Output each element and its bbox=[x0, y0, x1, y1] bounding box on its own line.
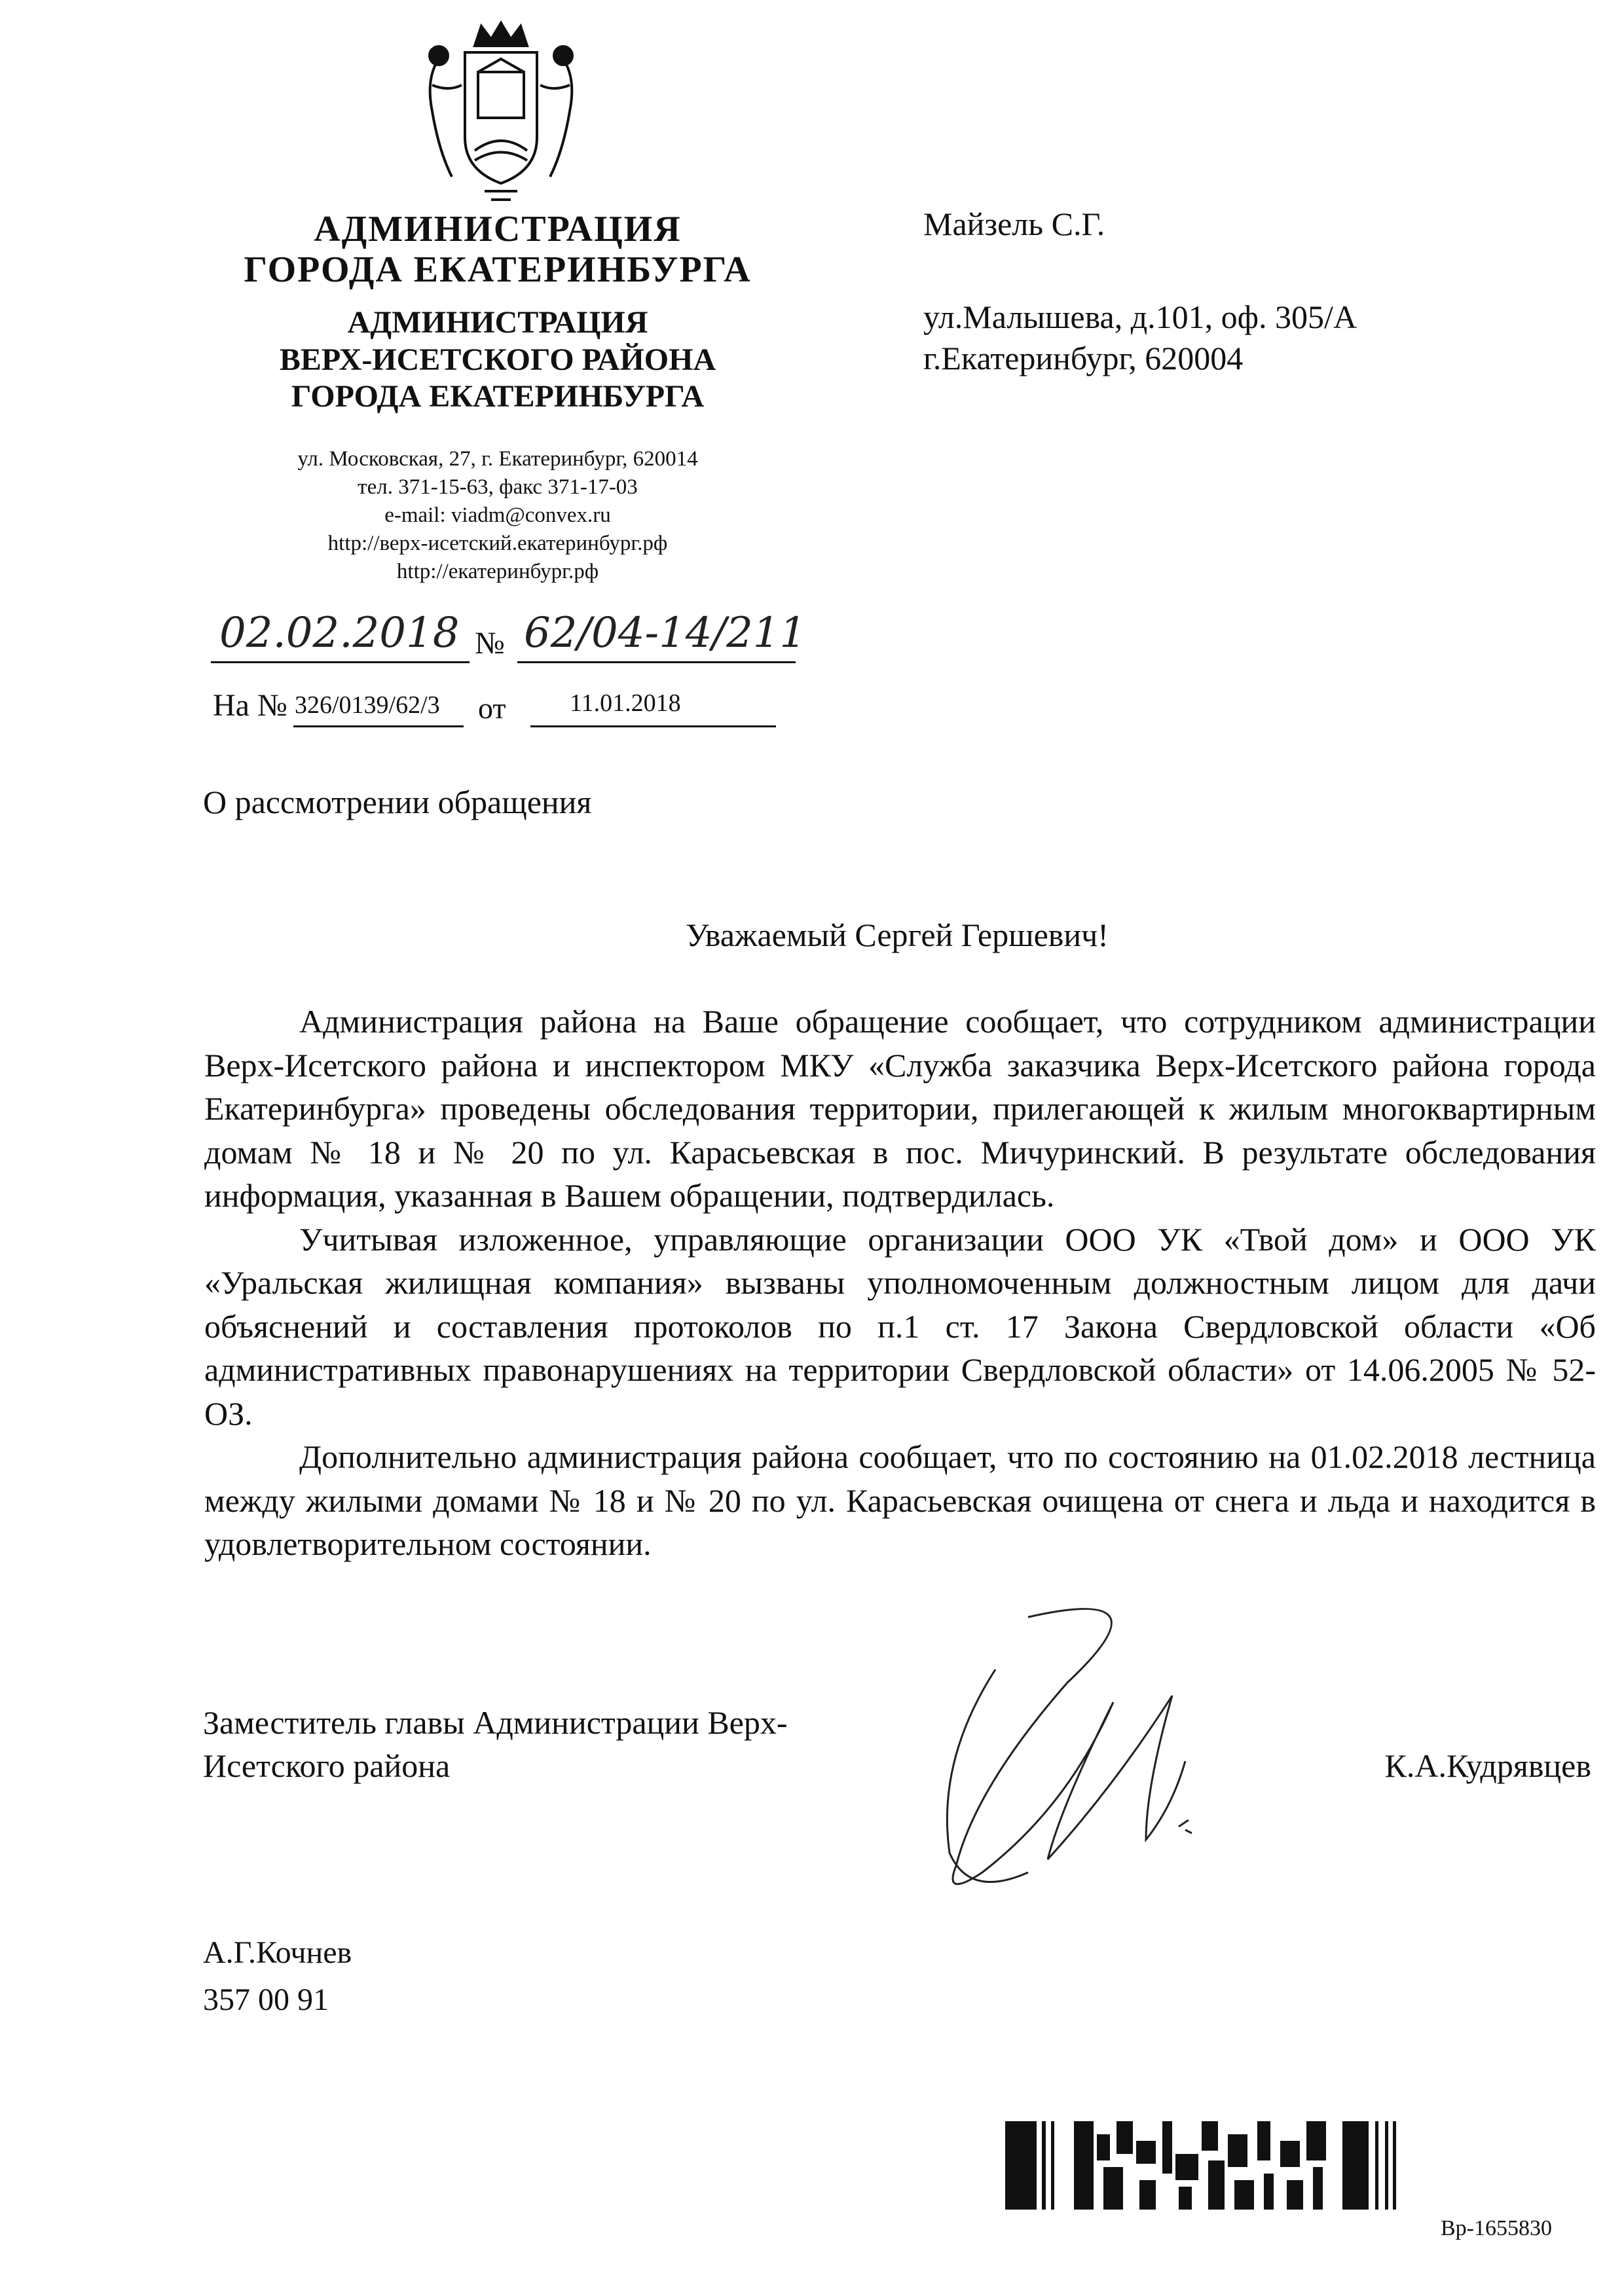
recipient-street: ул.Малышева, д.101, оф. 305/А bbox=[923, 299, 1357, 335]
org-phone: тел. 371-15-63, факс 371-17-03 bbox=[358, 475, 638, 499]
reply-prefix: На № bbox=[213, 688, 287, 723]
executor-name: А.Г.Кочнев bbox=[203, 1935, 352, 1970]
signatory-title-line1: Заместитель главы Администрации Верх- bbox=[203, 1704, 788, 1741]
dept-name-line2: ВЕРХ-ИСЕТСКОГО РАЙОНА bbox=[279, 342, 716, 377]
org-site-district: http://верх-исетский.екатеринбург.рф bbox=[327, 532, 668, 555]
org-name-line2: ГОРОДА ЕКАТЕРИНБУРГА bbox=[244, 249, 752, 290]
reply-date-underline bbox=[530, 725, 776, 727]
executor-phone: 357 00 91 bbox=[203, 1982, 329, 2017]
org-address: ул. Московская, 27, г. Екатеринбург, 620014 bbox=[297, 447, 698, 471]
number-underline bbox=[517, 661, 796, 663]
number-sign: № bbox=[475, 626, 505, 661]
reply-number: 326/0139/62/3 bbox=[295, 691, 440, 719]
dept-name-line3: ГОРОДА ЕКАТЕРИНБУРГА bbox=[291, 379, 705, 414]
recipient-city: г.Екатеринбург, 620004 bbox=[923, 340, 1244, 376]
dept-name-line1: АДМИНИСТРАЦИЯ bbox=[347, 305, 648, 340]
body-paragraph-1: Администрация района на Ваше обращение сообщает, что сотрудником администрации Верх-Исетского района и инспектором МКУ «Служба заказчика Верх-Исетского района города Екатеринбурга» проведены обследования территории, прилегающей к жилым многоквартирным домам № 18 и № 20 по ул. Карасьевская в пос. Мичуринский. В результате обследования информация, указанная в Вашем обращении, подтвердилась. bbox=[204, 1003, 1596, 1214]
date-underline bbox=[211, 661, 470, 663]
coat-of-arms-emblem bbox=[413, 20, 589, 203]
document-barcode bbox=[1005, 2121, 1431, 2210]
barcode-label: Вр-1655830 bbox=[1441, 2216, 1552, 2240]
signatory-name: К.А.Кудрявцев bbox=[1384, 1747, 1591, 1784]
handwritten-signature bbox=[897, 1591, 1264, 1905]
org-email: e-mail: viadm@convex.ru bbox=[384, 503, 611, 527]
org-site-city: http://екатеринбург.рф bbox=[396, 560, 599, 583]
body-paragraph-2: Учитывая изложенное, управляющие организации ООО УК «Твой дом» и ООО УК «Уральская жилищная компания» вызваны уполномоченным должностным лицом для дачи объяснений и составления протоколов по п.1 ст. 17 Закона Свердловской области «Об административных правонарушениях на территории Свердловской области» от 14.06.2005 № 52-ОЗ. bbox=[204, 1220, 1596, 1432]
reply-date: 11.01.2018 bbox=[570, 689, 681, 717]
from-label: от bbox=[478, 691, 506, 725]
signatory-title-line2: Исетского района bbox=[203, 1747, 451, 1784]
letter-body bbox=[204, 1000, 1596, 1566]
reply-number-underline bbox=[293, 725, 464, 727]
recipient-name: Майзель С.Г. bbox=[923, 206, 1105, 242]
body-paragraph-3: Дополнительно администрация района сообщает, что по состоянию на 01.02.2018 лестница между жилыми домами № 18 и № 20 по ул. Карасьевская очищена от снега и льда и находится в удовлетворительном состоянии. bbox=[204, 1438, 1596, 1562]
outgoing-date: 02.02.2018 bbox=[219, 609, 460, 657]
letterhead-contacts bbox=[216, 445, 779, 586]
subject-line: О рассмотрении обращения bbox=[203, 784, 592, 820]
org-name-line1: АДМИНИСТРАЦИЯ bbox=[314, 209, 682, 249]
salutation: Уважаемый Сергей Гершевич! bbox=[686, 917, 1109, 953]
outgoing-number: 62/04-14/211 bbox=[524, 609, 807, 657]
